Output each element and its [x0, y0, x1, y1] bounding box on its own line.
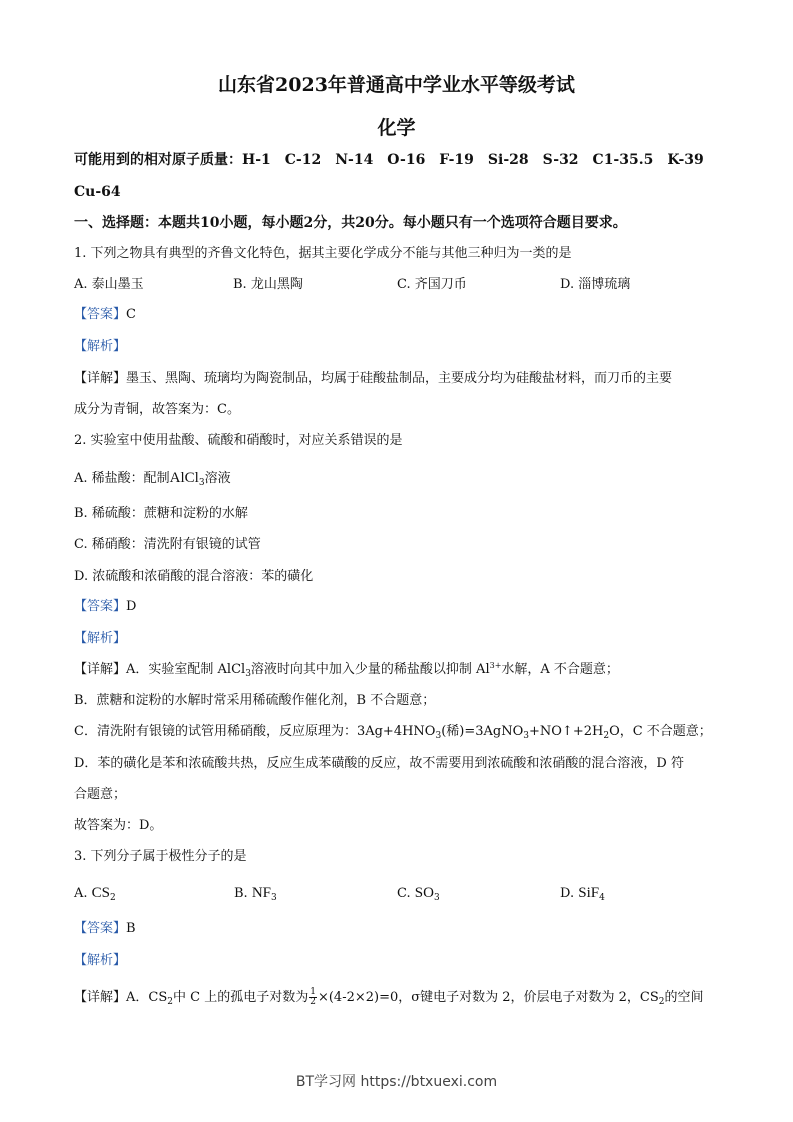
q2-stem: 2. 实验室中使用盐酸、硫酸和硝酸时，对应关系错误的是 [74, 433, 403, 448]
q2-option-a-text: A. 稀盐酸：配制 [74, 471, 170, 486]
analysis-tag: 【解析】 [74, 339, 127, 354]
detail-text: O，C 不合题意； [609, 724, 712, 739]
analysis-tag: 【解析】 [74, 631, 127, 646]
q2-detail-line4: D．苯的磺化是苯和浓硫酸共热，反应生成苯磺酸的反应，故不需要用到浓硫酸和浓硝酸的混合溶液，D 符 [74, 756, 684, 771]
option-letter: D. [560, 886, 575, 901]
alcl3-subscript: 3 [198, 478, 205, 488]
q1-option-a: A. 泰山墨玉 [74, 277, 144, 292]
q3-detail-line1 [74, 988, 704, 1007]
fraction-numerator: 1 [310, 987, 316, 997]
answer-tag: 【答案】 [74, 599, 127, 614]
detail-text: 墨玉、黑陶、琉璃均为陶瓷制品，均属于硅酸盐制品，主要成分均为硅酸盐材料，而刀币的主要 [126, 371, 673, 386]
atomic-masses-line2: Cu-64 [74, 184, 121, 200]
fraction-denominator: 2 [310, 997, 316, 1007]
detail-text: A．CS [126, 990, 168, 1005]
q2-option-b: B. 稀硫酸：蔗糖和淀粉的水解 [74, 506, 248, 521]
detail-text: C．清洗附有银镜的试管用稀硝酸，反应原理为：3Ag+4HNO [74, 724, 436, 739]
subscript: 2 [110, 893, 116, 903]
q3-analysis-tag [74, 952, 126, 970]
q1-analysis-tag [74, 338, 126, 356]
subscript: 3 [271, 893, 277, 903]
answer-value: C [126, 307, 136, 322]
q3-option-b [234, 884, 277, 903]
subscript: 3 [435, 731, 442, 741]
formula: SiF [578, 885, 600, 901]
subscript: 3 [245, 669, 251, 679]
formula: CS [91, 885, 111, 901]
analysis-tag: 【解析】 [74, 953, 127, 968]
detail-text: 水解，A 不合题意； [501, 662, 619, 677]
q3-option-d [560, 884, 605, 903]
q1-detail-line2: 成分为青铜，故答案为：C。 [74, 402, 240, 417]
detail-tag: 【详解】 [74, 662, 127, 677]
q1-answer [74, 306, 136, 324]
detail-text: 的空间 [664, 990, 704, 1005]
q2-answer [74, 598, 136, 616]
q1-option-d: D. 淄博琉璃 [560, 277, 631, 292]
subscript: 3 [433, 893, 440, 903]
subscript: 3 [523, 731, 529, 741]
q3-option-c [397, 884, 440, 903]
answer-value: D [126, 599, 137, 614]
option-letter: B. [234, 886, 248, 901]
detail-tag: 【详解】 [74, 990, 127, 1005]
q2-option-a [74, 469, 231, 488]
q2-detail-line5: 合题意； [74, 787, 127, 802]
subscript: 4 [599, 893, 605, 903]
q1-option-b: B. 龙山黑陶 [233, 277, 303, 292]
detail-text: +NO↑+2H [529, 724, 604, 739]
q1-stem: 1. 下列之物具有典型的齐鲁文化特色，据其主要化学成分不能与其他三种归为一类的是 [74, 246, 572, 261]
footer-watermark: BT学习网 https://btxuexi.com [295, 1074, 498, 1090]
q2-detail-line1 [74, 661, 619, 679]
subscript: 2 [167, 997, 173, 1007]
formula: SO [414, 885, 434, 901]
option-letter: A. [74, 886, 88, 901]
subscript: 2 [603, 731, 610, 741]
detail-text: ×(4-2×2)=0，σ键电子对数为 2，价层电子对数为 2，CS [317, 990, 659, 1005]
detail-text: 中 C 上的孤电子对数为 [173, 990, 309, 1005]
alcl3-formula: AlCl [169, 470, 199, 486]
q2-option-a-suffix: 溶液 [204, 471, 231, 486]
q3-answer [74, 920, 136, 938]
q2-detail-line3 [74, 723, 712, 741]
q2-option-c: C. 稀硝酸：清洗附有银镜的试管 [74, 537, 261, 552]
detail-text: 溶液时向其中加入少量的稀盐酸以抑制 Al [250, 662, 490, 677]
exam-title: 山东省2023年普通高中学业水平等级考试 [218, 74, 575, 96]
superscript: 3+ [489, 661, 502, 670]
q2-conclusion: 故答案为：D。 [74, 818, 163, 833]
detail-text: A．实验室配制 AlCl [126, 662, 246, 677]
fraction [309, 988, 317, 1007]
option-letter: C. [397, 886, 411, 901]
detail-text: (稀)=3AgNO [441, 724, 524, 739]
q3-stem: 3. 下列分子属于极性分子的是 [74, 849, 247, 864]
q3-option-a [74, 884, 116, 903]
q2-option-d: D. 浓硫酸和浓硝酸的混合溶液：苯的磺化 [74, 569, 314, 584]
detail-tag: 【详解】 [74, 371, 127, 386]
answer-value: B [126, 921, 136, 936]
section-heading: 一、选择题：本题共10小题，每小题2分，共20分。每小题只有一个选项符合题目要求。 [74, 215, 627, 231]
answer-tag: 【答案】 [74, 921, 127, 936]
q1-option-c: C. 齐国刀币 [397, 277, 467, 292]
q1-detail-line1 [74, 370, 672, 388]
answer-tag: 【答案】 [74, 307, 127, 322]
subject-title: 化学 [377, 117, 416, 139]
q2-analysis-tag [74, 630, 126, 648]
formula: NF [251, 885, 272, 901]
q2-detail-line2: B．蔗糖和淀粉的水解时常采用稀硫酸作催化剂，B 不合题意； [74, 693, 436, 708]
atomic-masses-line1: 可能用到的相对原子质量：H-1 C-12 N-14 O-16 F-19 Si-28 S-32 C1-35.5 K-39 [74, 152, 704, 168]
subscript: 2 [658, 997, 665, 1007]
